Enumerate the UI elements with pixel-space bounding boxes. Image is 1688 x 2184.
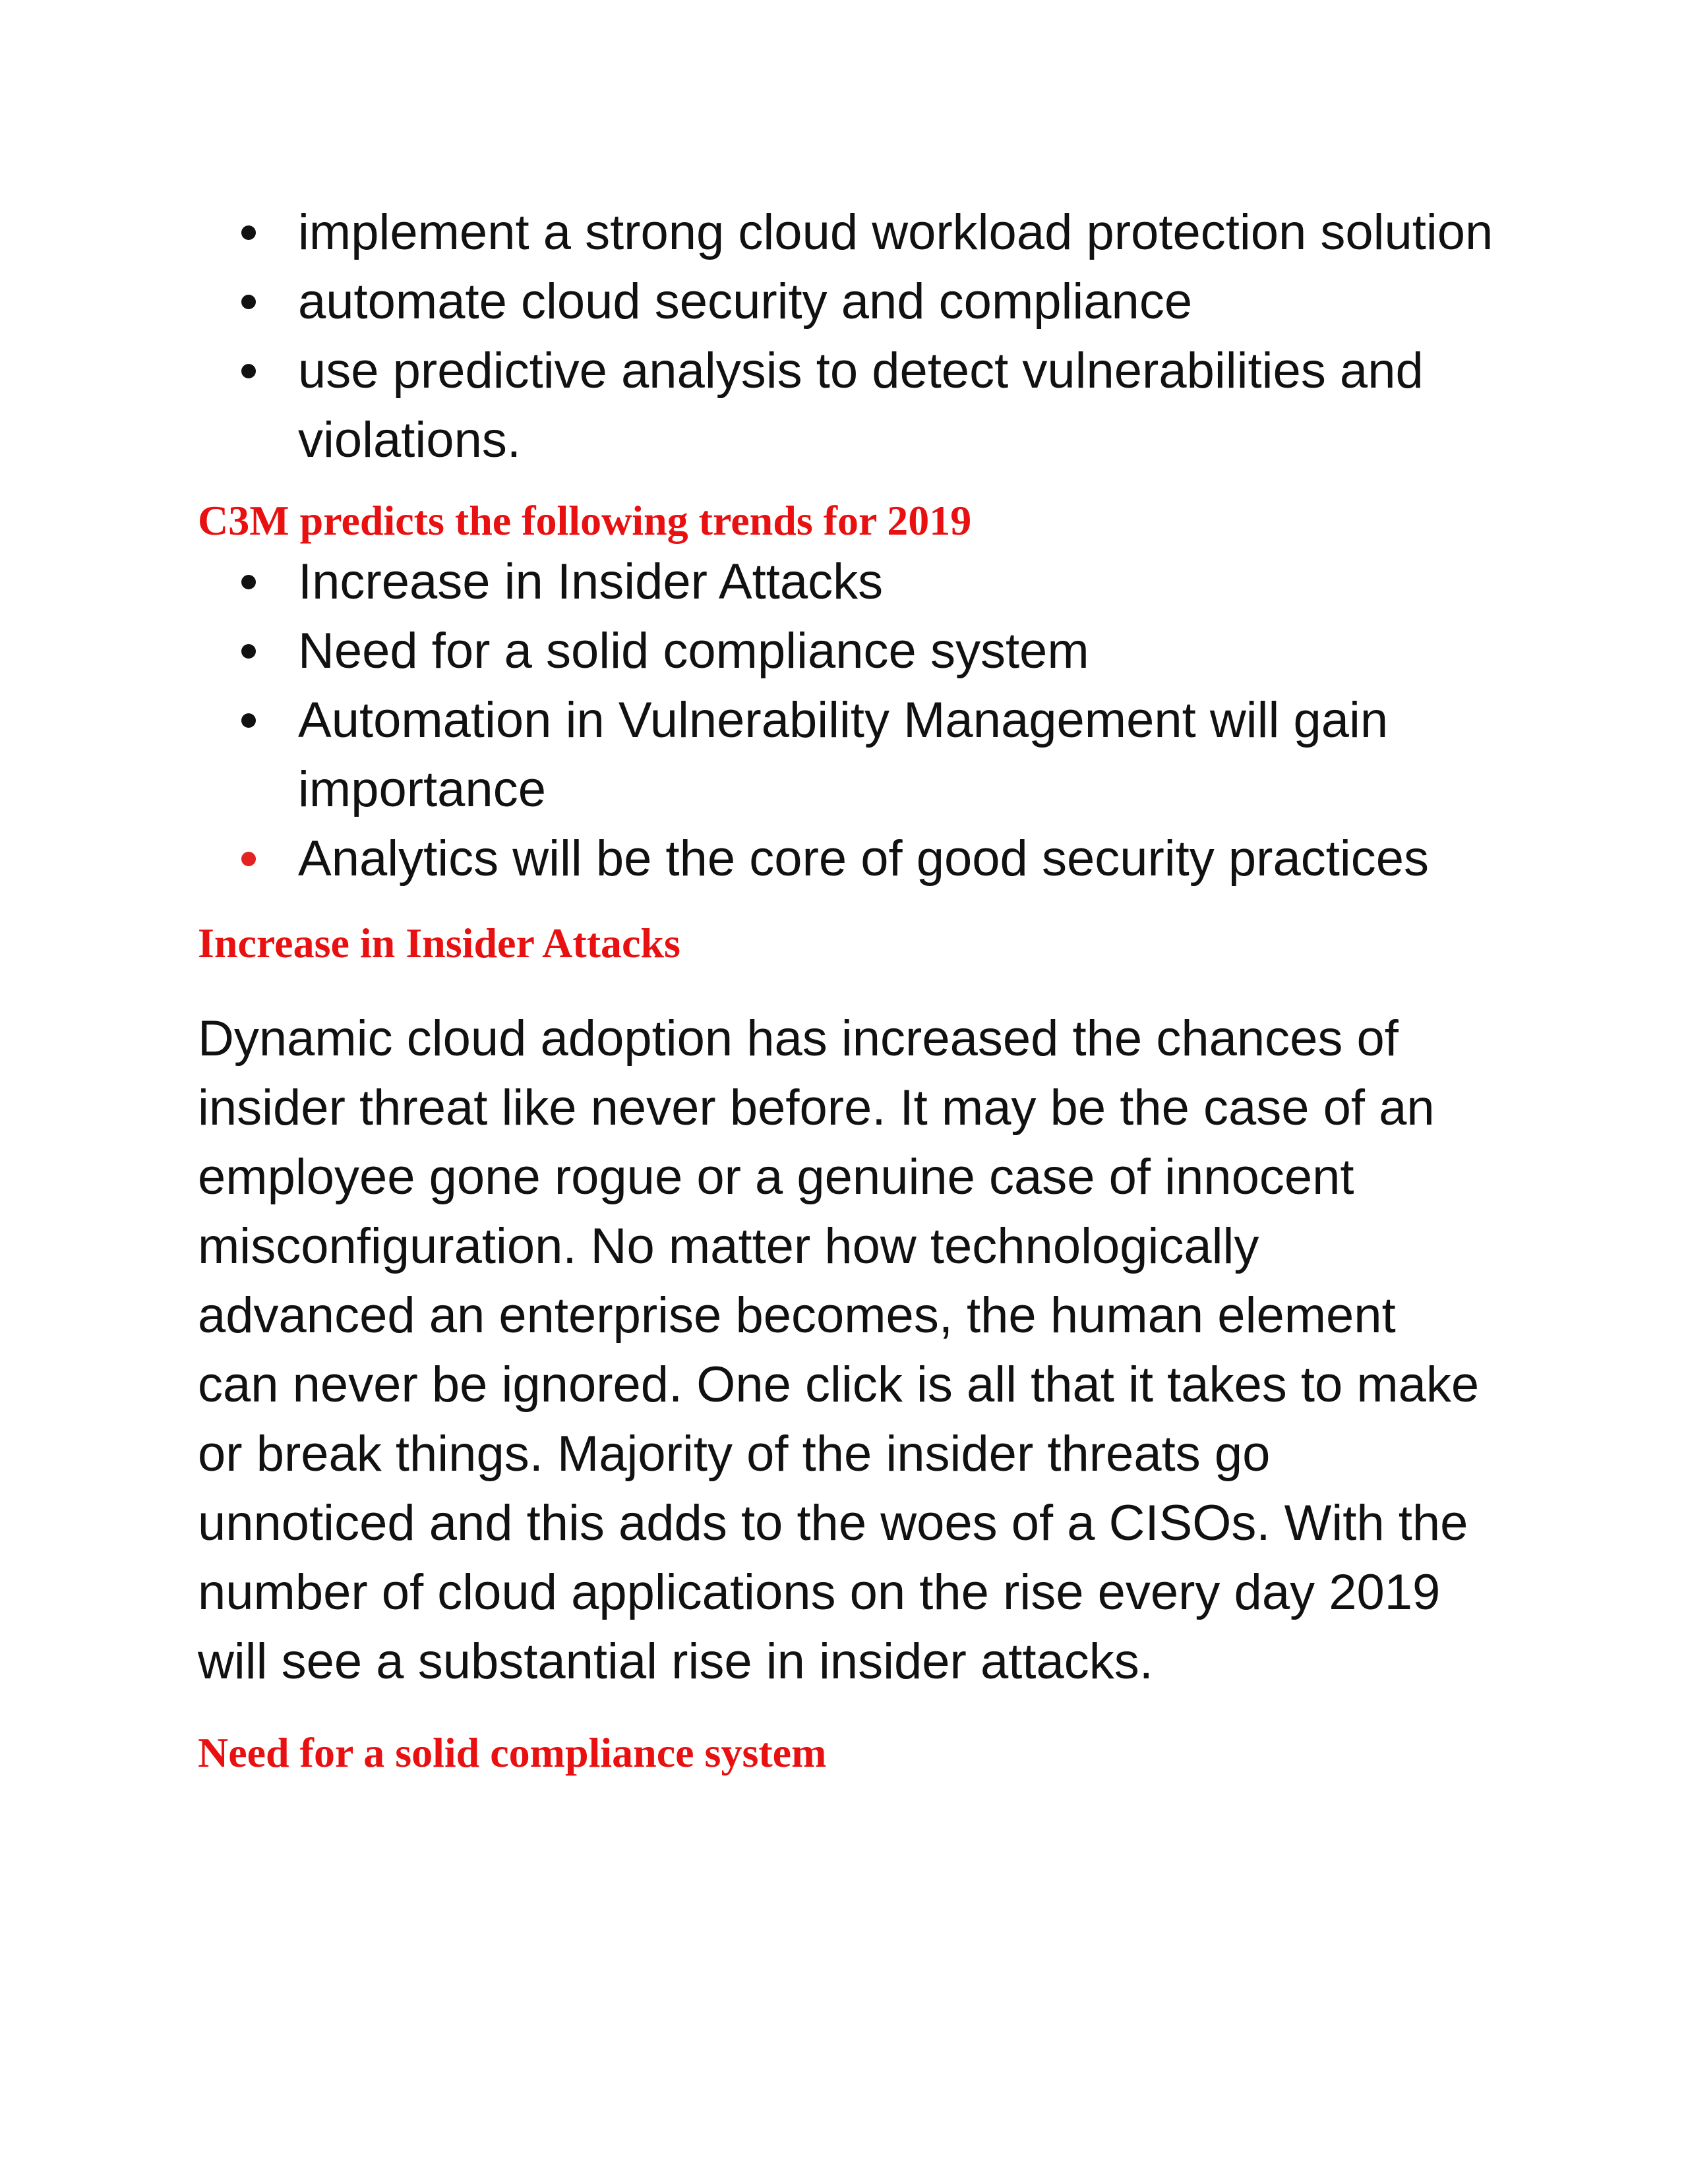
list-item-text: implement a strong cloud workload protection solution — [298, 204, 1493, 260]
list-item — [298, 267, 1503, 336]
section-heading-insider-attacks: Increase in Insider Attacks — [198, 920, 680, 966]
list-item — [298, 336, 1503, 475]
bullet-list-trends — [198, 547, 1503, 893]
list-item-text: Analytics will be the core of good security practices — [298, 831, 1430, 887]
bullet-icon — [241, 575, 256, 589]
list-item — [298, 686, 1503, 824]
list-item-text: automate cloud security and compliance — [298, 274, 1193, 330]
section-heading-compliance: Need for a solid compliance system — [198, 1729, 827, 1776]
bullet-icon — [241, 225, 256, 240]
paragraph-insider-attacks: Dynamic cloud adoption has increased the chances of insider threat like never before. It may be the case of an employee gone rogue or a genuine case of innocent misconfiguration. No matter how technologically advanced an enterprise becomes, the human element can never be ignored. One click is all that it takes to make or break things. Majority of the insider threats go unnoticed and this adds to the woes of a CISOs. With the number of cloud applications on the rise every day 2019 will see a substantial rise in insider attacks. — [198, 1011, 1480, 1690]
list-item — [298, 547, 1503, 616]
list-item-text: Need for a solid compliance system — [298, 623, 1089, 679]
bullet-icon-highlighted — [241, 852, 256, 866]
page-content — [198, 198, 1503, 1779]
bullet-list-recommendations — [198, 198, 1503, 475]
list-item — [298, 198, 1503, 267]
bullet-icon — [241, 364, 256, 378]
list-item-text: Increase in Insider Attacks — [298, 554, 884, 610]
bullet-icon — [241, 295, 256, 309]
list-item — [298, 824, 1503, 893]
section-heading-trends: C3M predicts the following trends for 2019 — [198, 497, 972, 544]
bullet-icon — [241, 644, 256, 659]
bullet-icon — [241, 713, 256, 728]
list-item-text: use predictive analysis to detect vulnerabilities and violations. — [298, 343, 1424, 468]
list-item — [298, 616, 1503, 686]
list-item-text: Automation in Vulnerability Management will gain importance — [298, 692, 1389, 817]
